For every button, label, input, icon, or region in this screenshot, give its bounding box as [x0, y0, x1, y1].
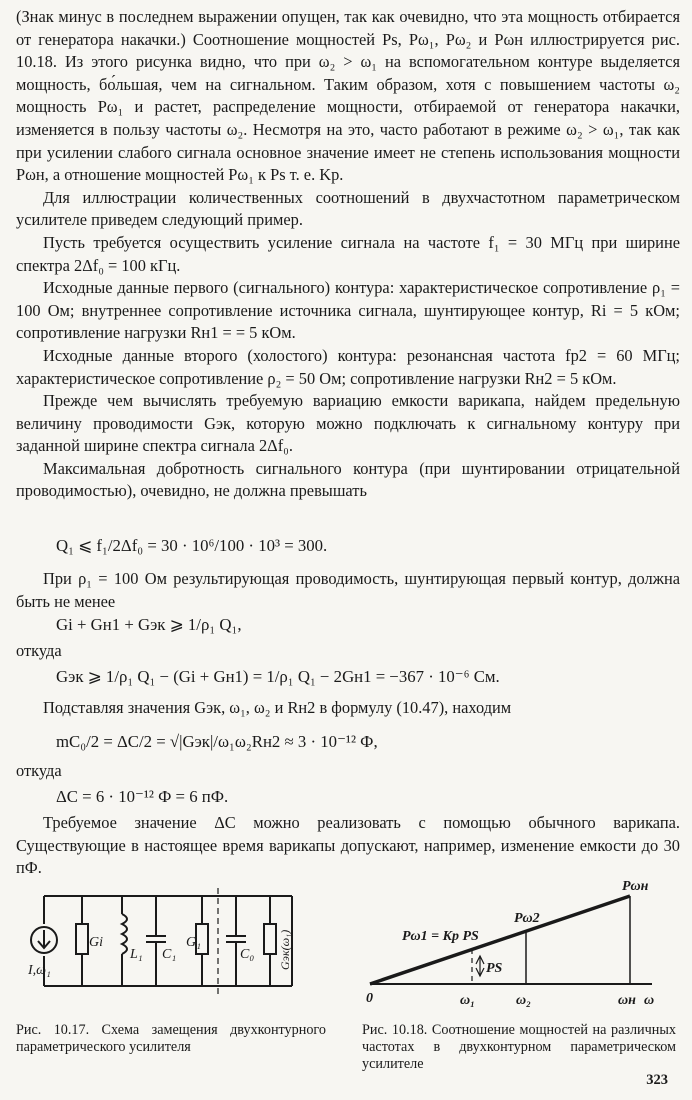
formula-deltac-half: mC₀/2 = ΔC/2 = √|Gэк|/ω₁ω₂Rн2 ≈ 3 · 10⁻¹² Ф, — [56, 732, 378, 751]
resistor-gek-icon — [264, 924, 276, 954]
caption-text: Рис. 10.18. Соотношение мощностей на различных частотах в двухконтурном параметрическом усилителе — [362, 1022, 676, 1072]
substitute-line: Подставляя значения Gэк, ω₁, ω₂ и Rн2 в формулу (10.47), находим — [43, 698, 512, 717]
text-block-3 — [16, 812, 680, 880]
figure-10-18-diagram — [362, 876, 680, 1014]
label-pw2: Pω2 — [514, 911, 540, 926]
label-omega-axis: ω — [644, 993, 655, 1008]
paragraph: Прежде чем вычислять требуемую вариацию емкости варикапа, найдем предельную величину проводимости Gэк, которую можно подключать к сигнальному контуру при заданной ширине спектра сигнала 2Δf₀. — [16, 391, 680, 456]
label-pw1-eq: Pω1 = Kр PS — [402, 929, 479, 944]
label-gi: Gi — [89, 935, 103, 950]
formula-q1: Q₁ ⩽ f₁/2Δf₀ = 30 · 10⁶/100 · 10³ = 300. — [56, 536, 328, 555]
figure-10-18-caption — [362, 1022, 676, 1073]
label-omegan: ωн — [618, 993, 636, 1008]
text-block-1 — [16, 6, 680, 503]
paragraph: (Знак минус в последнем выражении опущен, так как очевидно, что эта мощность отбирается от генератора накачки.) Соотношение мощностей Ps, Pω₁, Pω₂ и Pωн иллюстрируется рис. 10.18. Из этого рисунка видно, что при ω₂ > ω₁ на вспомогательном контуре выделяется мощность, бо́льшая, чем на сигнальном. Таким образом, хотя с повышением частоты ω₂ мощность Pω₁ и растет, распределение мощности, отбираемой от генератора накачки, изменяется в пользу частоты ω₂. Несмотря на это, часто работают в режиме ω₂ > ω₁, так как при усилении слабого сигнала основное значение имеет не степень использования мощности Pωн, а отношение мощностей Pω₁ к Ps т. е. Kр. — [16, 7, 680, 185]
paragraph: Максимальная добротность сигнального контура (при шунтировании отрицательной проводимостью), очевидно, не должна превышать — [16, 458, 680, 501]
label-ps: PS — [486, 961, 503, 976]
paragraph: Пусть требуется осуществить усиление сигнала на частоте f₁ = 30 МГц при ширине спектра 2Δf₀ = 100 кГц. — [16, 232, 680, 275]
label-gek: Gэк(ω₁) — [278, 929, 292, 970]
label-omega2: ω₂ — [516, 993, 532, 1008]
label-omega1: ω₁ — [460, 993, 476, 1008]
formula-deltac: ΔC = 6 · 10⁻¹² Ф = 6 пФ. — [56, 787, 229, 806]
page-number: 323 — [646, 1072, 668, 1088]
label-c1: C₁ — [162, 947, 177, 962]
resistor-gi-icon — [76, 924, 88, 954]
label-c0: C₀ — [240, 947, 255, 962]
figure-10-17-circuit — [22, 886, 312, 996]
paragraph: Требуемое значение ΔC можно реализовать с помощью обычного варикапа. Существующие в настоящее время варикапы допускают, например, изменение емкости до 30 пФ. — [16, 813, 680, 878]
label-pwn: Pωн — [622, 879, 649, 894]
label-g1: G₁ — [186, 935, 201, 950]
formula-gek: Gэк ⩾ 1/ρ₁ Q₁ − (Gi + Gн1) = 1/ρ₁ Q₁ − 2Gн1 = −367 · 10⁻⁶ См. — [56, 667, 500, 686]
word-otkuda: откуда — [16, 641, 62, 660]
inductor-l1-icon — [122, 914, 127, 954]
paragraph: Для иллюстрации количественных соотношений в двухчастотном параметрическом усилителе приведем следующий пример. — [16, 187, 680, 230]
label-origin: 0 — [366, 991, 373, 1006]
paragraph: При ρ₁ = 100 Ом результирующая проводимость, шунтирующая первый контур, должна быть не менее — [16, 569, 680, 611]
paragraph: Исходные данные второго (холостого) контура: резонансная частота fр2 = 60 МГц; характеристическое сопротивление ρ₂ = 50 Ом; сопротивление нагрузки Rн2 = 5 кОм. — [16, 345, 680, 388]
text-block-2 — [16, 568, 680, 613]
paragraph: Исходные данные первого (сигнального) контура: характеристическое сопротивление ρ₁ = 100 Ом; внутреннее сопротивление источника сигнала, шунтирующее контур, Ri = 5 кОм; сопротивление нагрузки Rн1 = = 5 кОм. — [16, 278, 680, 343]
label-source: I,ω₁ — [28, 963, 51, 978]
figure-10-17-caption — [16, 1022, 326, 1056]
label-l1: L₁ — [130, 947, 143, 962]
word-otkuda: откуда — [16, 761, 62, 780]
caption-text: Рис. 10.17. Схема замещения двухконтурного параметрического усилителя — [16, 1022, 326, 1055]
formula-conductance: Gi + Gн1 + Gэк ⩾ 1/ρ₁ Q₁, — [56, 615, 242, 634]
